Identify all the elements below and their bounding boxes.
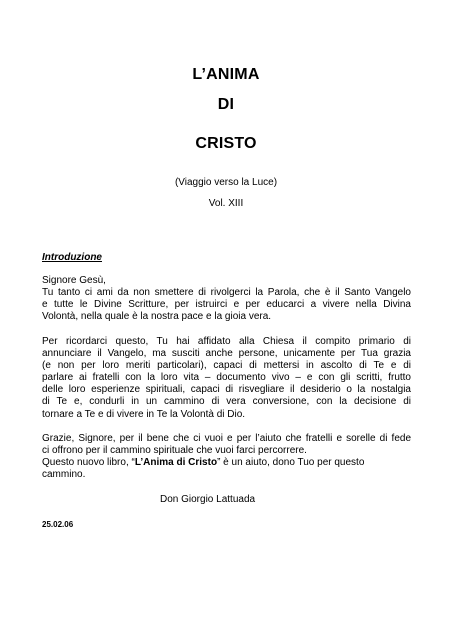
paragraph-2-line: parlare ai fratelli con la loro vita – documento vivo – e con gli scritti, frutto: [42, 372, 411, 384]
paragraph-2-line: (e non per loro meriti particolari), capaci di mettersi in ascolto di Te e di: [42, 360, 411, 372]
title-line-1: L’ANIMA: [192, 66, 260, 83]
paragraph-2-line: annunciare il Vangelo, ma susciti anche persone, unicamente per Tua grazia: [42, 348, 411, 360]
paragraph-2-line: Per ricordarci questo, Tu hai affidato alla Chiesa il compito primario di: [42, 336, 411, 347]
paragraph-1: [42, 275, 411, 323]
paragraph-3-line: cammino.: [42, 469, 86, 481]
paragraph-1-line: Signore Gesù,: [42, 275, 106, 286]
section-heading: Introduzione: [42, 252, 102, 263]
title-line-2: DI: [217, 96, 235, 113]
paragraph-3-line: ci offrono per il cammino spirituale che vuoi farci percorrere.: [42, 445, 307, 457]
paragraph-2-line: delle loro esperienze spirituali, capaci di risvegliare il desiderio o la nostalgia: [42, 384, 411, 396]
subtitle: (Viaggio verso la Luce): [174, 177, 278, 188]
paragraph-2: [42, 336, 411, 421]
book-title-quote-open: Questo nuovo libro, “: [42, 457, 135, 469]
book-title: L’Anima di Cristo: [134, 457, 218, 469]
paragraph-1-line: e tutte le Divine Scritture, per istruirci e per educarci a vivere nella Divina: [42, 299, 411, 311]
paragraph-1-line: Tu tanto ci ami da non smettere di rivolgerci la Parola, che è il Santo Vangelo: [42, 287, 411, 299]
volume-label: Vol. XIII: [208, 198, 244, 209]
paragraph-3-line-book-title: [42, 457, 411, 469]
paragraph-1-line: Volontà, nella quale è la nostra pace e la gioia vera.: [42, 311, 272, 323]
book-title-quote-close: ” è un aiuto, dono Tuo per questo: [217, 457, 365, 469]
signature: Don Giorgio Lattuada: [160, 494, 256, 505]
date: 25.02.06: [42, 520, 74, 529]
paragraph-3-line: Grazie, Signore, per il bene che ci vuoi e per l’aiuto che fratelli e sorelle di fede: [42, 433, 411, 444]
paragraph-2-line: tornare a Te e di vivere in Te la Volontà di Dio.: [42, 408, 246, 420]
title-line-3: CRISTO: [195, 135, 257, 152]
paragraph-2-line: di Te e, condurli in un cammino di vera conversione, con la decisione di: [42, 396, 411, 408]
paragraph-3: [42, 433, 411, 481]
